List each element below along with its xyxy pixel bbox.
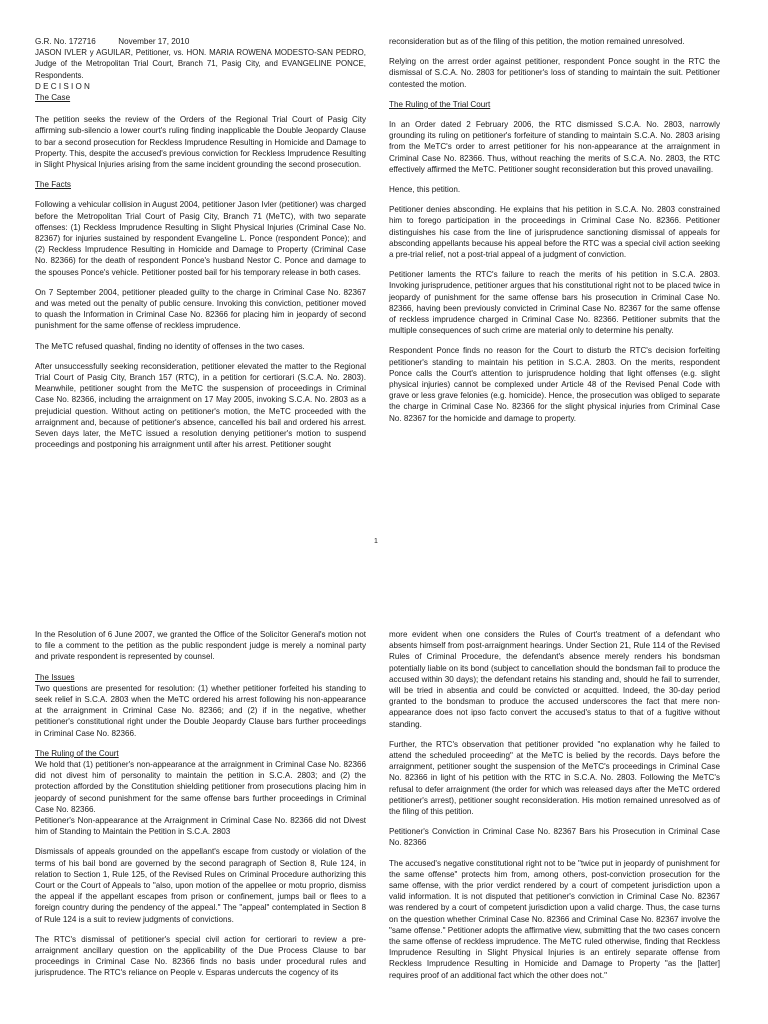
section-heading-the-case: The Case (35, 93, 71, 103)
section-heading-the-facts: The Facts (35, 180, 71, 190)
case-number-line: G.R. No. 172716 November 17, 2010 (35, 37, 190, 46)
paragraph: Petitioner laments the RTC's failure to reach the merits of his petition in S.C.A. 2803. Invoking jurisprudence, petitioner argues that his constitutional right not to be placed twice in jeopardy of punishment for the same offense bars his prosecution in Criminal Case No. 82366, having been previously convicted in Criminal Case No. 82367 for the same offense of reckless imprudence charged in Criminal Case No. 82366. Petitioner submits that the multiple consequences of such crime are material only to determine his penalty. (389, 270, 720, 336)
paragraph: The RTC's dismissal of petitioner's special civil action for certiorari to review a pre-arraignment ancillary question on the applicability of the Due Process Clause to bar proceedings in Criminal Case No. 82366 finds no basis under procedural rules and jurisprudence. The RTC's reliance on People v. Esparas undercuts the cogency of its (35, 934, 366, 978)
case-parties: JASON IVLER y AGUILAR, Petitioner, vs. HON. MARIA ROWENA MODESTO-SAN PEDRO, Judge of the Metropolitan Trial Court, Branch 71, Pasig City, and EVANGELINE PONCE, Respondents. (35, 48, 366, 80)
paragraph: Dismissals of appeals grounded on the appellant's escape from custody or violation of the terms of his bail bond are governed by the second paragraph of Section 8, Rule 124, in relation to Section 1, Rule 125, of the Revised Rules on Criminal Procedure authorizing this Court or the Court of Appeals to "also, upon motion of the appellee or motu proprio, dismiss the appeal if the appellant escapes from prison or confinement, jumps bail or flees to a foreign country during the pendency of the appeal." The "appeal" contemplated in Section 8 of Rule 124 is a suit to review judgments of convictions. (35, 847, 366, 924)
page1-right-column (389, 36, 720, 433)
paragraph: more evident when one considers the Rules of Court's treatment of a defendant who absents himself from post-arraignment hearings. Under Section 21, Rule 114 of the Revised Rules of Criminal Procedure, the defendant's absence merely renders his bondsman potentially liable on its bond (subject to cancellation should the bondsman fail to produce the accused within 30 days); the defendant retains his standing and, should he fail to surrender, will be tried in absentia and could be convicted or acquitted. Indeed, the 30-day period granted to the bondsman to produce the accused underscores the fact that mere non-appearance does not ipso facto convert the accused's status to that of a fugitive without standing. (389, 630, 720, 729)
page2-left-column (35, 629, 366, 988)
sub-heading-conviction-bars: Petitioner's Conviction in Criminal Case No. 82367 Bars his Prosecution in Criminal Case No. 82366 (389, 827, 720, 848)
page1-left-column (35, 36, 366, 460)
paragraph: Relying on the arrest order against petitioner, respondent Ponce sought in the RTC the dismissal of S.C.A. No. 2803 for petitioner's loss of standing to maintain the suit. Petitioner contested the motion. (389, 57, 720, 89)
paragraph: Two questions are presented for resolution: (1) whether petitioner forfeited his standing to seek relief in S.C.A. 2803 when the MeTC ordered his arrest following his non-appearance at the arraignment in Criminal Case No. 82366; and (2) if in the negative, whether petitioner's constitutional right under the Double Jeopardy Clause bars further proceedings in Criminal Case No. 82366. (35, 683, 366, 738)
paragraph: reconsideration but as of the filing of this petition, the motion remained unresolved. (389, 37, 685, 46)
paragraph: In the Resolution of 6 June 2007, we granted the Office of the Solicitor General's motion not to file a comment to the petition as the public respondent judge is merely a nominal party and private respondent is represented by counsel. (35, 630, 366, 662)
paragraph: The MeTC refused quashal, finding no identity of offenses in the two cases. (35, 341, 305, 351)
paragraph: Further, the RTC's observation that petitioner provided "no explanation why he failed to attend the scheduled proceeding" at the MeTC is belied by the records. Days before the arraignment, petitioner sought the suspension of the MeTC's proceedings in Criminal Case No. 82366 in light of his petition with the RTC in S.C.A. No. 2803. Following the MeTC's refusal to defer arraignment (the order for which was released days after the MeTC ordered petitioner's arrest), petitioner sought reconsideration. His motion remained unresolved as of the filing of this petition. (389, 739, 720, 817)
paragraph: The accused's negative constitutional right not to be "twice put in jeopardy of punishment for the same offense" protects him from, among others, post-conviction prosecution for the same offense, with the prior verdict rendered by a court of competent jurisdiction upon a valid information. It is not disputed that petitioner's conviction in Criminal Case No. 82367 was rendered by a court of competent jurisdiction upon a valid charge. Thus, the case turns on the question whether Criminal Case No. 82366 and Criminal Case No. 82367 involve the "same offense." Petitioner adopts the affirmative view, submitting that the two cases concern the same offense of reckless imprudence. The MeTC ruled otherwise, finding that Reckless Imprudence Resulting in Slight Physical Injuries is an entirely separate offense from Reckless Imprudence Resulting in Homicide and Damage to Property "as the [latter] requires proof of an additional fact which the other does not." (389, 858, 720, 980)
paragraph: Respondent Ponce finds no reason for the Court to disturb the RTC's decision forfeiting petitioner's standing to maintain his petition in S.C.A. 2803. On the merits, respondent Ponce calls the Court's attention to jurisprudence holding that light offenses (e.g. slight physical injuries) cannot be complexed under Article 48 of the Revised Penal Code with grave or less grave felonies (e.g. homicide). Hence, the prosecution was obliged to separate the charge in Criminal Case No. 82366 for the slight physical injuries from Criminal Case No. 82367 for the homicide and damage to property. (389, 346, 720, 423)
sub-heading-non-appearance: Petitioner's Non-appearance at the Arraignment in Criminal Case No. 82366 did not Divest him of Standing to Maintain the Petition in S.C.A. 2803 (35, 816, 366, 837)
paragraph: In an Order dated 2 February 2006, the RTC dismissed S.C.A. No. 2803, narrowly grounding its ruling on petitioner's forfeiture of standing to maintain S.C.A. No. 2803 arising from the MeTC's order to arrest petitioner for his non-appearance at the arraignment in Criminal Case No. 82366. Thus, without reaching the merits of S.C.A. No. 2803, the RTC effectively affirmed the MeTC. Petitioner sought reconsideration but this proved unavailing. (389, 120, 720, 174)
page2-right-column (389, 629, 720, 990)
paragraph: Following a vehicular collision in August 2004, petitioner Jason Ivler (petitioner) was charged before the Metropolitan Trial Court of Pasig City, Branch 71 (MeTC), with two separate offenses: (1) Reckless Imprudence Resulting in Slight Physical Injuries (Criminal Case No. 82367) for injuries sustained by respondent Evangeline L. Ponce (respondent Ponce); and (2) Reckless Imprudence Resulting in Homicide and Damage to Property (Criminal Case No. 82366) for the death of respondent Ponce's husband Nestor C. Ponce and damage to the spouses Ponce's vehicle. Petitioner posted bail for his temporary release in both cases. (35, 200, 366, 277)
paragraph: Hence, this petition. (389, 185, 461, 195)
section-heading-ruling-trial-court: The Ruling of the Trial Court (389, 99, 491, 109)
paragraph: The petition seeks the review of the Orders of the Regional Trial Court of Pasig City affirming sub-silencio a lower court's ruling finding inapplicable the Double Jeopardy Clause to bar a second prosecution for Reckless Imprudence Resulting in Homicide and Damage to Property. This, despite the accused's previous conviction for Reckless Imprudence Resulting in Slight Physical Injuries arising from the same incident grounding the second prosecution. (35, 115, 366, 170)
paragraph: We hold that (1) petitioner's non-appearance at the arraignment in Criminal Case No. 82366 did not divest him of personality to maintain the petition in S.C.A. 2803; and (2) the protection afforded by the Constitution shielding petitioner from prosecutions placing him in jeopardy of second punishment for the same offense bars further proceedings in Criminal Case No. 82366. (35, 760, 366, 814)
decision-label: D E C I S I O N (35, 81, 90, 91)
paragraph: Petitioner denies absconding. He explains that his petition in S.C.A. No. 2803 constrained him to forego participation in the proceedings in Criminal Case No. 82366. Petitioner distinguishes his case from the line of jurisprudence sanctioning dismissal of appeals for absconding appellants because his appeal before the RTC was a special civil action seeking a pre-trial relief, not a post-trial appeal of a judgment of conviction. (389, 205, 720, 260)
paragraph: After unsuccessfully seeking reconsideration, petitioner elevated the matter to the Regional Trial Court of Pasig City, Branch 157 (RTC), in a petition for certiorari (S.C.A. No. 2803). Meanwhile, petitioner sought from the MeTC the suspension of proceedings in Criminal Case No. 82366, including the arraignment on 17 May 2005, invoking S.C.A. No. 2803 as a prejudicial question. Without acting on petitioner's motion, the MeTC proceeded with the arraignment and, because of petitioner's absence, cancelled his bail and ordered his arrest. Seven days later, the MeTC issued a resolution denying petitioner's motion to suspend proceedings and postponing his arraignment until after his arrest. Petitioner sought (35, 361, 366, 450)
page-number: 1 (374, 538, 378, 545)
paragraph: On 7 September 2004, petitioner pleaded guilty to the charge in Criminal Case No. 82367 and was meted out the penalty of public censure. Invoking this conviction, petitioner moved to quash the Information in Criminal Case No. 82366 for placing him in jeopardy of second punishment for the same offense of reckless imprudence. (35, 287, 366, 331)
section-heading-ruling-court: The Ruling of the Court (35, 748, 119, 758)
section-heading-the-issues: The Issues (35, 672, 75, 682)
